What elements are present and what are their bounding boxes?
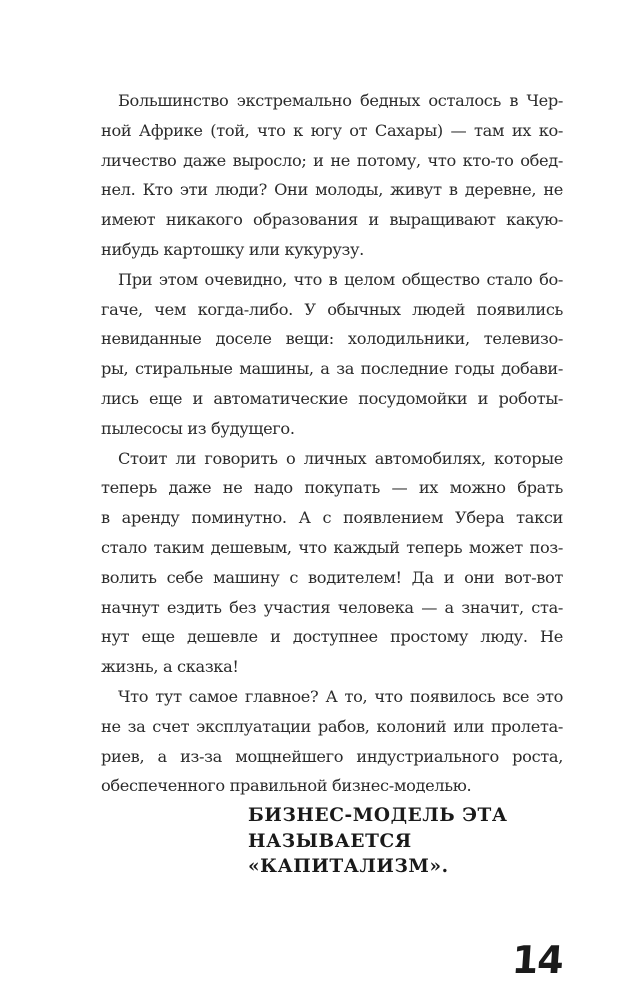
page-number: 14 [510,938,565,982]
paragraph-2-line-5: лись еще и автоматические посудомойки и роботы- [101,388,563,408]
paragraph-4-line-2: не за счет эксплуатации рабов, колоний или пролета- [101,716,563,736]
paragraph-4-line-4: обеспеченного правильной бизнес-моделью. [101,776,472,796]
paragraph-3-line-5: волить себе машину с водителем! Да и они вот-вот [101,567,563,587]
callout-line-2: НАЗЫВАЕТСЯ [248,830,412,852]
callout-line-3: «КАПИТАЛИЗМ». [248,856,449,877]
paragraph-1-line-4: нел. Кто эти люди? Они молоды, живут в деревне, не [101,180,563,200]
body-text [101,86,563,801]
paragraph-3-line-8: жизнь, а сказка! [101,657,239,677]
callout-heading [248,803,508,880]
paragraph-1-line-5: имеют никакого образования и выращивают какую- [101,210,563,230]
paragraph-1-line-1: Большинство экстремально бедных осталось в Чер- [118,91,563,110]
paragraph-1-line-2: ной Африке (той, что к югу от Сахары) — там их ко- [101,120,563,140]
paragraph-3-line-2: теперь даже не надо покупать — их можно брать [101,478,563,498]
paragraph-2-line-3: невиданные доселе вещи: холодильники, телевизо- [101,329,563,349]
paragraph-2-line-4: ры, стиральные машины, а за последние годы добави- [101,359,563,379]
paragraph-1-line-3: личество даже выросло; и не потому, что кто-то обед- [101,150,563,170]
paragraph-3-line-7: нут еще дешевле и доступнее простому люду. Не [101,627,563,647]
paragraph-3-line-4: стало таким дешевым, что каждый теперь может поз- [101,537,563,557]
paragraph-4-line-3: риев, а из-за мощнейшего индустриального роста, [101,746,563,766]
callout-line-1: БИЗНЕС-МОДЕЛЬ ЭТА [248,805,508,826]
paragraph-1-line-6: нибудь картошку или кукурузу. [101,239,364,259]
paragraph-2-line-1: При этом очевидно, что в целом общество стало бо- [118,269,563,289]
paragraph-3-line-3: в аренду поминутно. А с появлением Убера такси [101,508,563,528]
paragraph-2-line-6: пылесосы из будущего. [101,418,295,438]
paragraph-2-line-2: гаче, чем когда-либо. У обычных людей появились [101,299,563,319]
paragraph-4-line-1: Что тут самое главное? А то, что появилось все это [118,686,563,706]
paragraph-3-line-1: Стоит ли говорить о личных автомобилях, которые [118,448,563,468]
paragraph-3-line-6: начнут ездить без участия человека — а значит, ста- [101,597,563,617]
